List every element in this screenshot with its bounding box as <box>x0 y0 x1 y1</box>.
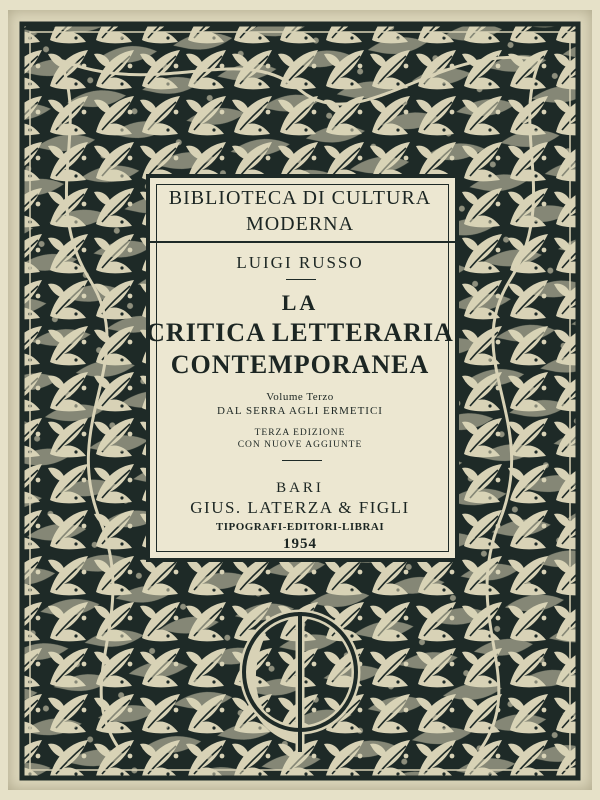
series-title-line1: BIBLIOTECA DI CULTURA <box>168 187 432 209</box>
book-title-line3: CONTEMPORANEA <box>170 350 430 379</box>
edition-line2: CON NUOVE AGGIUNTE <box>237 440 363 450</box>
series-divider <box>146 241 459 243</box>
series-title-line2: MODERNA <box>245 213 355 235</box>
publisher-name: GIUS. LATERZA & FIGLI <box>190 498 410 517</box>
author-divider <box>286 279 316 280</box>
book-title-line2: CRITICA LETTERARIA <box>146 318 454 347</box>
publication-year: 1954 <box>283 536 317 552</box>
publisher-city: BARI <box>276 480 324 496</box>
edition-line1: TERZA EDIZIONE <box>254 428 346 438</box>
edition-divider <box>282 460 322 461</box>
volume-label: Volume Terzo <box>266 391 334 403</box>
author-name: LUIGI RUSSO <box>236 253 364 272</box>
book-title-line1: LA <box>281 290 319 315</box>
publisher-role: TIPOGRAFI-EDITORI-LIBRAI <box>215 521 385 533</box>
volume-subtitle: DAL SERRA AGLI ERMETICI <box>217 405 383 417</box>
